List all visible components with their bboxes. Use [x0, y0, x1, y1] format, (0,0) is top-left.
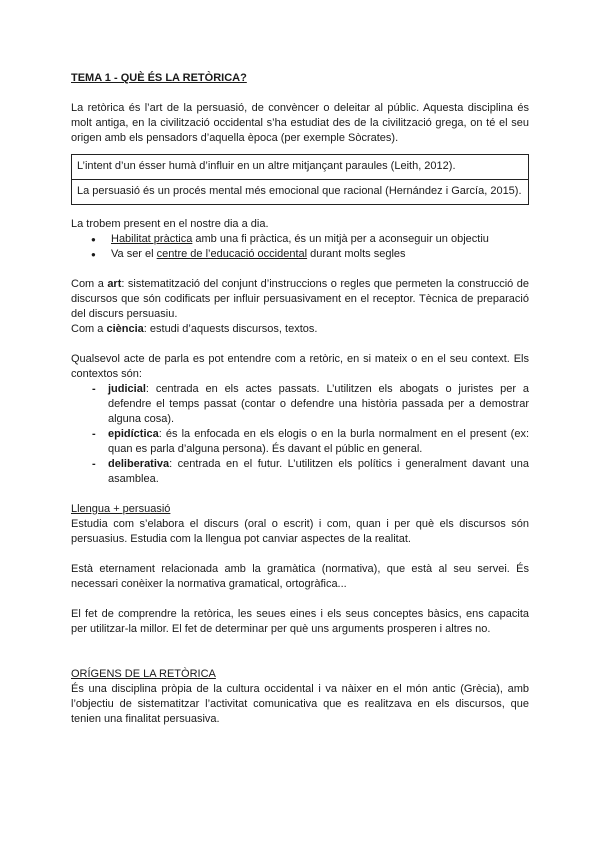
context-term: deliberativa [108, 458, 170, 470]
llengua-paragraph: Està eternament relacionada amb la gramàtica (normativa), que està al seu servei. És necessari conèixer la normativa gramatical, ortogràfica... [71, 563, 529, 590]
context-term: judicial [108, 383, 146, 395]
origens-heading: ORÍGENS DE LA RETÒRICA [71, 668, 216, 680]
art-definition: : sistematització del conjunt d’instruccions o regles que permeten la construcció de discursos que són codificats per influir persuasivament en el receptor. Tècnica de preparació del discurs persuasiu. [71, 278, 529, 320]
list-item-text: durant molts segles [307, 248, 406, 260]
list-item [71, 247, 529, 262]
quote-row: La persuasió és un procés mental més emocional que racional (Hernández i García, 2015). [72, 179, 528, 204]
context-description: : centrada en el futur. L’utilitzen els polítics i generalment davant una asamblea. [108, 458, 529, 485]
underlined-term: centre de l’educació occidental [156, 248, 308, 260]
science-paragraph [71, 322, 529, 337]
origens-paragraph: És una disciplina pròpia de la cultura occidental i va nàixer en el món antic (Grècia), amb l’objectiu de sistematitzar l’activitat comunicativa que es realitzava en els discursos, que tenien una finalitat persuasiva. [71, 683, 529, 725]
quote-table [71, 154, 529, 205]
context-description: : centrada en els actes passats. L’utilitzen els abogats o juristes per a defendre el temps passat (contar o defendre una història passada per a demostrar alguna cosa). [108, 383, 529, 425]
art-prefix: Com a [71, 278, 108, 290]
document-page [71, 71, 529, 727]
list-item-text: Va ser el [111, 248, 157, 260]
context-description: : és la enfocada en els elogis o en la burla normalment en el present (ex: quan es parla d’alguna persona). És davant el públic en general. [108, 428, 529, 455]
context-term: epidíctica [108, 428, 159, 440]
list-item [71, 232, 529, 247]
list-item-text: amb una fi pràctica, és un mitjà per a aconseguir un objectiu [192, 233, 489, 245]
llengua-paragraph: El fet de comprendre la retòrica, les seues eines i els seus conceptes bàsics, ens capacita per utilitzar-la millor. El fet de determinar per què uns arguments prosperen i altres no. [71, 608, 529, 635]
contexts-list [71, 382, 529, 487]
quote-row: L’intent d’un ésser humà d’influir en un altre mitjançant paraules (Leith, 2012). [77, 160, 456, 172]
science-term: ciència [106, 323, 144, 335]
contexts-lead: Qualsevol acte de parla es pot entendre com a retòric, en si mateix o en el seu context. Els contextos són: [71, 353, 529, 380]
intro-paragraph: La retòrica és l’art de la persuasió, de convèncer o deleitar al públic. Aquesta disciplina és molt antiga, en la civilització occidental s’ha estudiat des de la civilització grega, on té el seu origen amb els pensadors d’aquella època (per exemple Sòcrates). [71, 102, 529, 144]
list-item [71, 457, 529, 487]
llengua-heading: Llengua + persuasió [71, 503, 171, 515]
present-lead: La trobem present en el nostre dia a dia. [71, 218, 269, 230]
list-item [71, 382, 529, 427]
llengua-paragraph: Estudia com s’elabora el discurs (oral o escrit) i com, quan i per què els discursos són persuasius. Estudia com la llengua pot canviar aspectes de la realitat. [71, 518, 529, 545]
art-term: art [107, 278, 122, 290]
science-definition: : estudi d’aquests discursos, textos. [143, 323, 318, 335]
page-title: TEMA 1 - QUÈ ÉS LA RETÒRICA? [71, 72, 247, 84]
list-item [71, 427, 529, 457]
underlined-term: Habilitat pràctica [111, 233, 193, 245]
science-prefix: Com a [71, 323, 107, 335]
art-paragraph [71, 277, 529, 322]
present-list [71, 232, 529, 262]
